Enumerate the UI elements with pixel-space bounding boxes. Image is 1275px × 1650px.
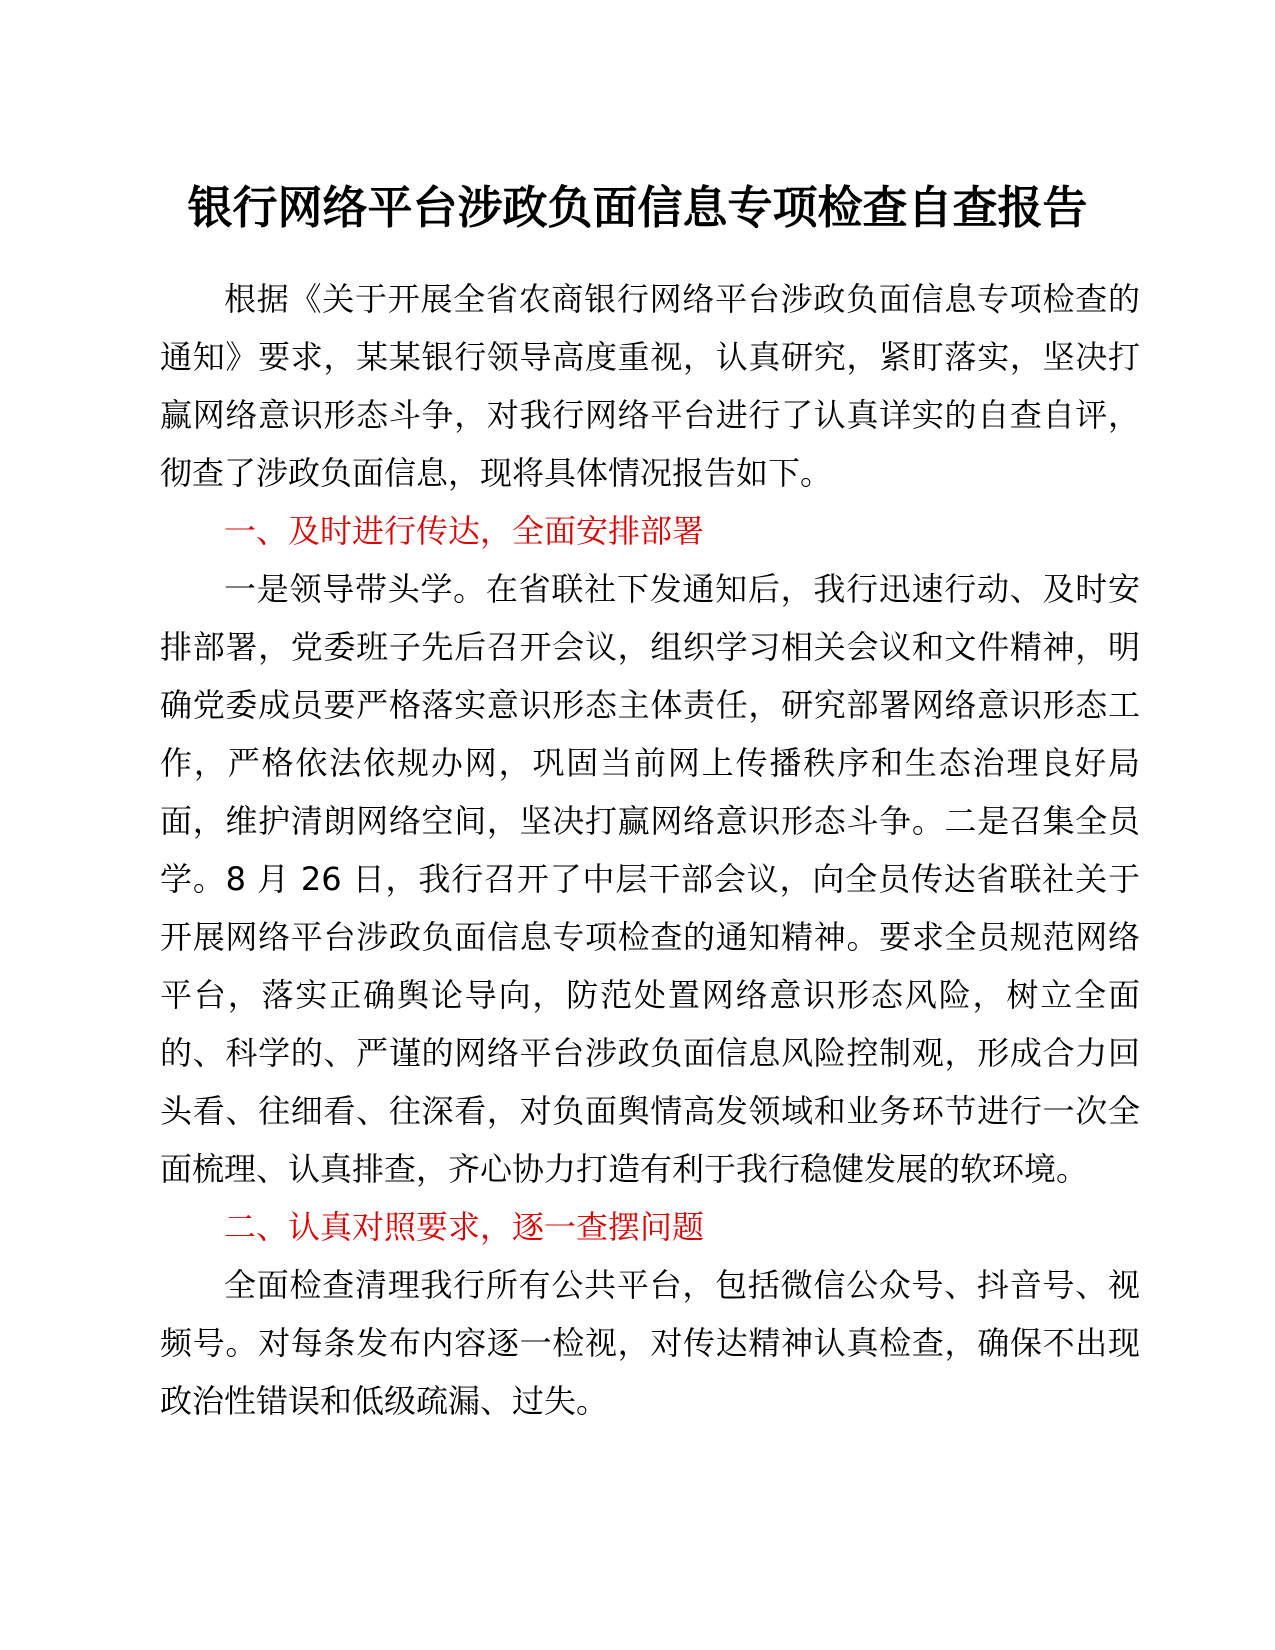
section-2-heading: 二、认真对照要求，逐一查摆问题 [224,1208,705,1246]
section-1-heading: 一、及时进行传达，全面安排部署 [224,512,705,550]
section-1-paragraph: 一是领导带头学。在省联社下发通知后，我行迅速行动、及时安排部署，党委班子先后召开会议，组织学习相关会议和文件精神，明确党委成员要严格落实意识形态主体责任，研究部署网络意识形态工作，严格依法依规办网，巩固当前网上传播秩序和生态治理良好局面，维护清朗网络空间，坚决打赢网络意识形态斗争。二是召集全员学。8 月 26 日，我行召开了中层干部会议，向全员传达省联社关于开展网络平台涉政负面信息专项检查的通知精神。要求全员规范网络平台，落实正确舆论导向，防范处置网络意识形态风险，树立全面的、科学的、严谨的网络平台涉政负面信息风险控制观，形成合力回头看、往细看、往深看，对负面舆情高发领域和业务环节进行一次全面梳理、认真排查，齐心协力打造有利于我行稳健发展的软环境。 [160,570,1140,1188]
document-title: 银行网络平台涉政负面信息专项检查自查报告 [187,181,1088,234]
document-body [160,270,1140,1430]
intro-paragraph: 根据《关于开展全省农商银行网络平台涉政负面信息专项检查的通知》要求，某某银行领导高度重视，认真研究，紧盯落实，坚决打赢网络意识形态斗争，对我行网络平台进行了认真详实的自查自评，彻查了涉政负面信息，现将具体情况报告如下。 [160,280,1140,492]
section-2-paragraph: 全面检查清理我行所有公共平台，包括微信公众号、抖音号、视频号。对每条发布内容逐一检视，对传达精神认真检查，确保不出现政治性错误和低级疏漏、过失。 [160,1266,1140,1420]
